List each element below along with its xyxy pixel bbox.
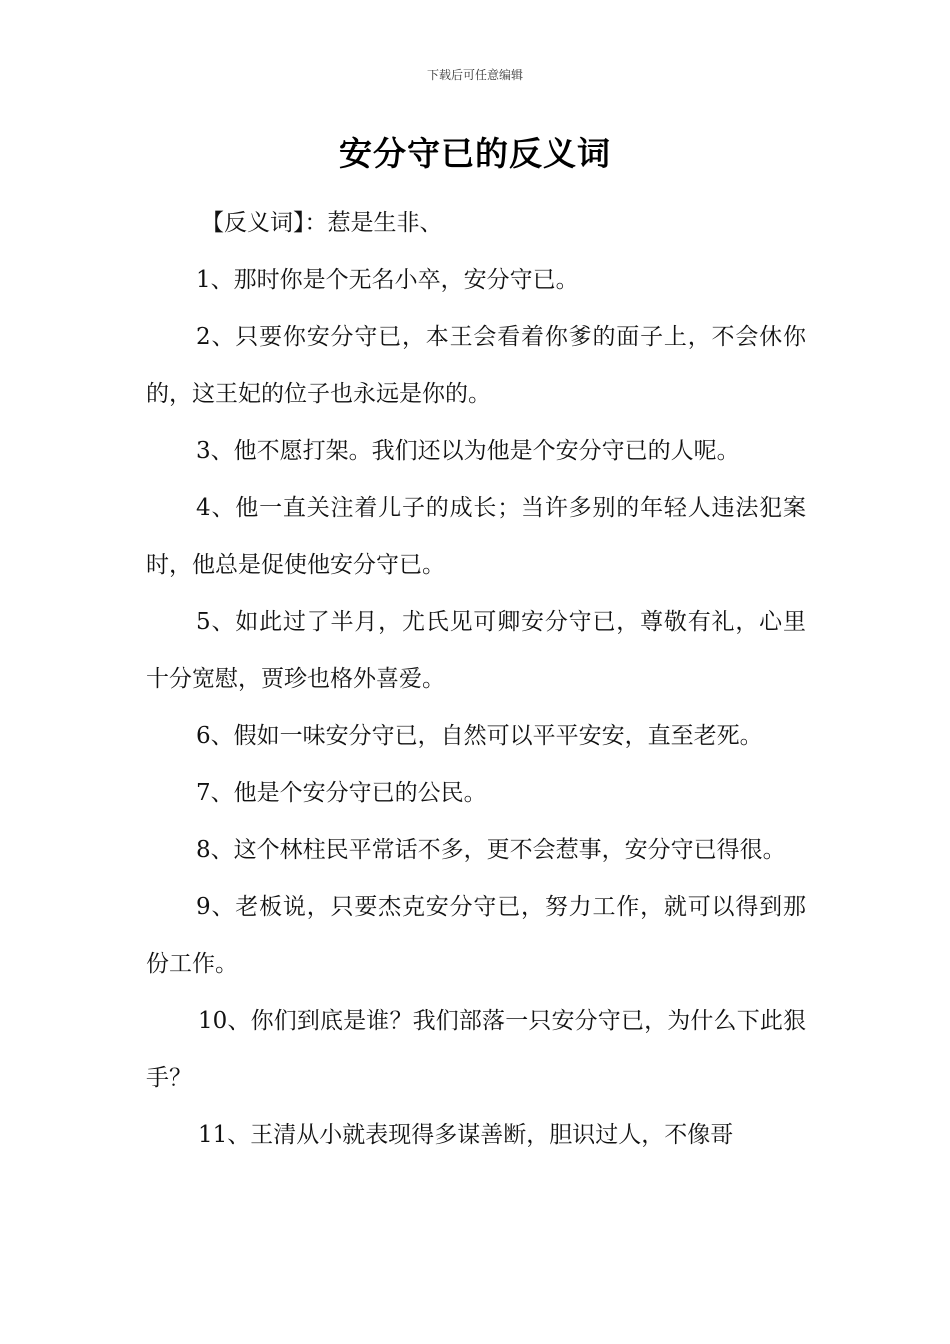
example-sentence-11: 11、王清从小就表现得多谋善断，胆识过人，不像哥 — [198, 1122, 734, 1148]
antonym-line: 【反义词】：惹是生非、 — [201, 210, 443, 236]
example-sentence-5: 5、如此过了半月，尤氏见可卿安分守已，尊敬有礼，心里十分宽慰，贾珍也格外喜爱。 — [146, 609, 806, 692]
example-sentence-9: 9、老板说，只要杰克安分守已，努力工作，就可以得到那份工作。 — [146, 894, 806, 977]
document-title: 安分守已的反义词 — [339, 134, 611, 173]
example-sentence-2: 2、只要你安分守已，本王会看着你爹的面子上，不会休你的，这王妃的位子也永远是你的。 — [146, 324, 806, 407]
header-note: 下载后可任意编辑 — [426, 68, 523, 82]
example-sentence-3: 3、他不愿打架。我们还以为他是个安分守已的人呢。 — [196, 438, 740, 464]
example-sentence-8: 8、这个林柱民平常话不多，更不会惹事，安分守已得很。 — [196, 837, 786, 863]
example-sentence-1: 1、那时你是个无名小卒，安分守已。 — [196, 267, 579, 293]
example-sentence-6: 6、假如一味安分守已，自然可以平平安安，直至老死。 — [196, 723, 763, 749]
example-sentence-4: 4、他一直关注着儿子的成长；当许多别的年轻人违法犯案时，他总是促使他安分守已。 — [146, 495, 806, 578]
example-sentence-10: 10、你们到底是谁？我们部落一只安分守已，为什么下此狠手？ — [146, 1008, 806, 1091]
document-body — [146, 195, 806, 1164]
example-sentence-7: 7、他是个安分守已的公民。 — [196, 780, 487, 806]
